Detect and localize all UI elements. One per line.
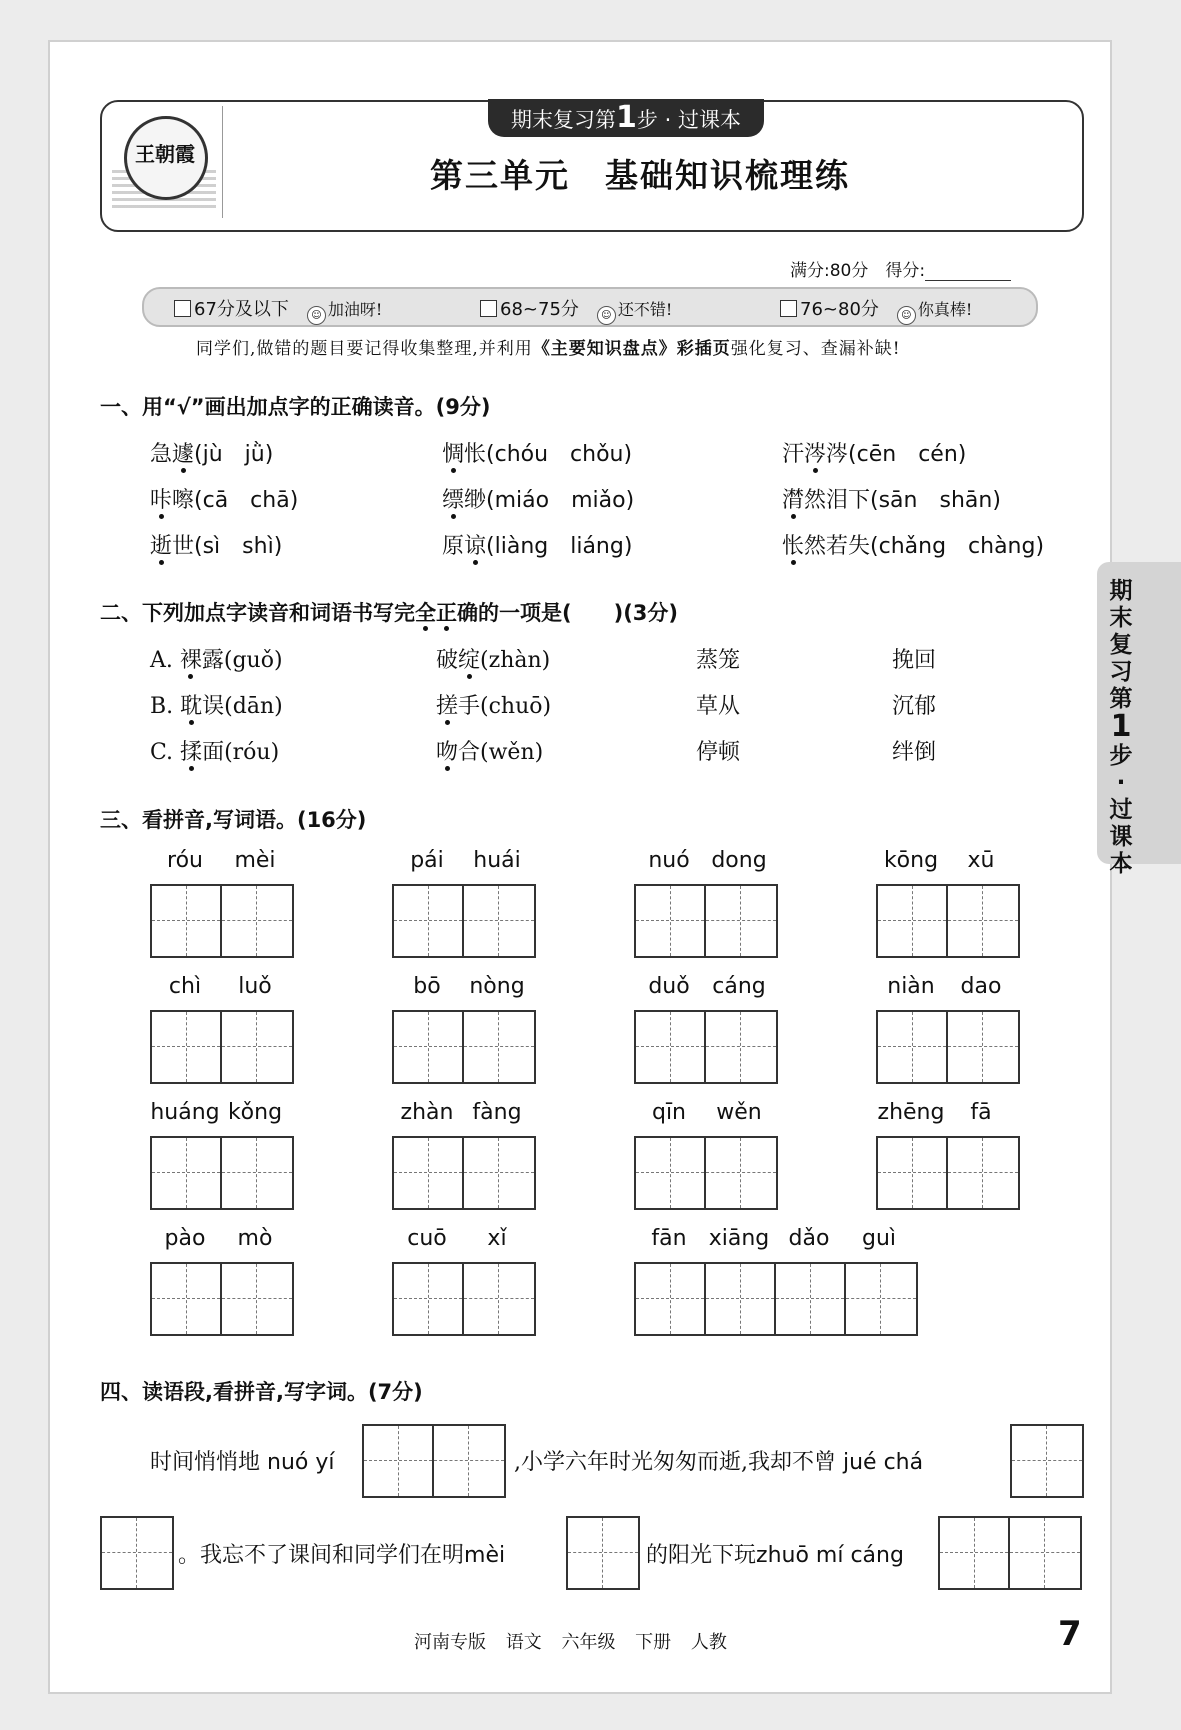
pinyin-syllable: pào (164, 1226, 206, 1251)
score-label: 得分: (885, 261, 926, 281)
q2-option-word3: 蒸笼 (696, 648, 741, 673)
q1-item (150, 529, 282, 560)
q4-text-2 (514, 1445, 923, 1476)
answer-grid-nuoyi[interactable] (362, 1424, 506, 1498)
q4-text-4 (646, 1538, 904, 1569)
grade-level-1 (174, 295, 382, 325)
q1-item-dotted-char: 遽 (172, 442, 195, 467)
pinyin-syllable: zhàn (400, 1100, 454, 1125)
q4-text-1 (150, 1445, 335, 1476)
grade-level-3 (780, 295, 972, 325)
q2-option-word2 (436, 689, 551, 720)
tab-number: 1 (616, 100, 637, 135)
answer-grid[interactable] (634, 1262, 918, 1336)
page-title: 第三单元 基础知识梳理练 (430, 156, 850, 195)
q2-word1-rest: 误(dān) (202, 694, 283, 719)
pinyin-syllable: chì (168, 974, 202, 999)
answer-grid[interactable] (150, 1010, 294, 1084)
grid-cell[interactable] (464, 1138, 534, 1208)
pinyin-syllable: xǐ (487, 1226, 507, 1251)
answer-grid[interactable] (392, 884, 536, 958)
answer-grid-zhuomicang[interactable] (938, 1516, 1082, 1590)
q2-title (100, 597, 678, 627)
q2-word2-rest: (zhàn) (480, 648, 551, 673)
grid-cell[interactable] (152, 1012, 222, 1082)
q1-item-rest: 世(sì shì) (172, 534, 283, 559)
grid-cell[interactable] (222, 1264, 292, 1334)
q1-item-rest: 然泪下(sān shān) (804, 488, 1001, 513)
q2-word2-dotted: 吻 (436, 740, 459, 765)
pinyin-syllable: xū (967, 848, 995, 873)
grid-cell[interactable] (464, 886, 534, 956)
grid-cell[interactable] (394, 1012, 464, 1082)
q1-item-dotted-char: 咔 (150, 488, 173, 513)
grid-cell[interactable] (706, 1138, 776, 1208)
grid-cell[interactable] (878, 1138, 948, 1208)
note-part-a: 同学们,做错的题目要记得收集整理,并利用 (196, 339, 533, 359)
grid-cell[interactable] (394, 1264, 464, 1334)
pinyin-syllable: nòng (469, 974, 525, 999)
grid-cell[interactable] (878, 886, 948, 956)
pinyin-syllable: cáng (712, 974, 766, 999)
q1-item-pre: 急 (150, 442, 173, 467)
q1-item-rest: 嚓(cā chā) (172, 488, 299, 513)
answer-grid[interactable] (634, 1010, 778, 1084)
q1-item (442, 529, 632, 560)
grade-range-2: 68~75分 (500, 299, 579, 320)
full-score: 满分:80分 (790, 261, 869, 281)
q2-word2-dotted: 搓 (436, 694, 459, 719)
grid-cell[interactable] (222, 886, 292, 956)
q1-item (150, 437, 273, 468)
pinyin-syllable: huáng (150, 1100, 220, 1125)
q2-title-b: 全 (415, 601, 436, 625)
q2-option-label: B. (150, 694, 181, 719)
score-blank[interactable] (925, 264, 1011, 281)
grade-comment-1: 加油呀! (327, 300, 383, 319)
smile-icon: ☺ (597, 306, 616, 325)
grade-comment-2: 还不错! (617, 300, 673, 319)
tab-prefix: 期末复习第 (511, 108, 617, 132)
answer-grid-juecha-2[interactable] (100, 1516, 174, 1590)
grade-range-1: 67分及以下 (194, 299, 289, 320)
q1-item-dotted-char: 潸 (782, 488, 805, 513)
q4-t2: ,小学六年时光匆匆而逝,我却不曾 (514, 1450, 836, 1475)
review-note (196, 334, 901, 359)
answer-grid-mei[interactable] (566, 1516, 640, 1590)
answer-grid[interactable] (392, 1262, 536, 1336)
grid-cell[interactable] (940, 1518, 1010, 1588)
score-line (790, 256, 1011, 281)
grid-cell[interactable] (706, 886, 776, 956)
q2-word2-pre: 破 (436, 648, 459, 673)
answer-grid[interactable] (876, 1136, 1020, 1210)
q4-title: 四、读语段,看拼音,写字词。(7分) (100, 1380, 423, 1404)
pinyin-syllable: huái (473, 848, 521, 873)
grid-cell[interactable] (102, 1518, 172, 1588)
answer-grid[interactable] (150, 1136, 294, 1210)
q1-item-rest: (liàng liáng) (486, 534, 633, 559)
q2-option-label: C. (150, 740, 181, 765)
q1-title: 一、用“√”画出加点字的正确读音。(9分) (100, 395, 491, 419)
q2-title-a: 二、下列加点字读音和词语书写完 (100, 601, 415, 625)
q4-pinyin-3: mèi (464, 1543, 506, 1568)
pinyin-syllable: wěn (716, 1100, 762, 1125)
pinyin-syllable: cuō (407, 1226, 447, 1251)
side-text-a: 期末复习第 (1109, 578, 1133, 712)
q1-item-dotted-char: 怅 (782, 534, 805, 559)
pinyin-syllable: kǒng (227, 1100, 283, 1125)
q2-word2-rest: 合(wěn) (458, 740, 544, 765)
q1-item (782, 529, 1044, 560)
pinyin-syllable: nuó (648, 848, 690, 873)
note-part-b: 《主要知识盘点》彩插页 (532, 339, 731, 359)
q2-option-word3: 停顿 (696, 740, 741, 765)
q4-t1: 时间悄悄地 (150, 1450, 261, 1475)
answer-grid[interactable] (876, 884, 1020, 958)
q1-item-rest: 缈(miáo miǎo) (464, 488, 635, 513)
q1-item-dotted-char: 谅 (464, 534, 487, 559)
grid-cell[interactable] (636, 886, 706, 956)
q1-item-dotted-char: 缥 (442, 488, 465, 513)
q1-item-dotted-char: 涔 (804, 442, 827, 467)
q2-word2-dotted: 绽 (458, 648, 481, 673)
q4-text-3 (178, 1538, 505, 1569)
q1-item (782, 483, 1001, 514)
answer-grid[interactable] (876, 1010, 1020, 1084)
pinyin-syllable: duǒ (648, 974, 690, 999)
pinyin-syllable: dao (960, 974, 1002, 999)
grade-checkbox-3[interactable] (780, 300, 797, 317)
q2-option-word4: 挽回 (892, 648, 937, 673)
q1-item-rest: 涔(cēn cén) (826, 442, 967, 467)
q2-option-word1 (150, 689, 283, 720)
grid-cell[interactable] (394, 1138, 464, 1208)
answer-grid[interactable] (634, 1136, 778, 1210)
q1-item-pre: 汗 (782, 442, 805, 467)
answer-grid[interactable] (150, 884, 294, 958)
grid-cell[interactable] (394, 886, 464, 956)
grid-cell[interactable] (464, 1264, 534, 1334)
q2-option-word1 (150, 643, 283, 674)
q2-word1-dotted: 揉 (180, 740, 203, 765)
answer-grid[interactable] (634, 884, 778, 958)
grade-checkbox-2[interactable] (480, 300, 497, 317)
q4-t4: 的阳光下玩 (646, 1543, 757, 1568)
pinyin-syllable: pái (410, 848, 444, 873)
pinyin-syllable: róu (167, 848, 203, 873)
q2-option-word3: 草从 (696, 694, 741, 719)
grid-cell[interactable] (1012, 1426, 1082, 1496)
side-text-num: 1 (1110, 709, 1132, 744)
q2-word2-rest: 手(chuō) (458, 694, 552, 719)
answer-grid-juecha-1[interactable] (1010, 1424, 1084, 1498)
q3-title: 三、看拼音,写词语。(16分) (100, 808, 367, 832)
pinyin-syllable: luǒ (238, 974, 272, 999)
pinyin-syllable: guì (861, 1226, 897, 1251)
pinyin-syllable: dong (711, 848, 767, 873)
q2-word1-dotted: 耽 (180, 694, 203, 719)
grade-bar (142, 287, 1038, 327)
pinyin-syllable: qīn (651, 1100, 687, 1125)
q2-option-word2 (436, 643, 550, 674)
grid-cell[interactable] (568, 1518, 638, 1588)
q2-title-d: 确的一项是( )(3分) (457, 601, 679, 625)
pinyin-syllable: fā (970, 1100, 992, 1125)
smile-icon: ☺ (307, 306, 326, 325)
publisher-logo (112, 106, 223, 218)
note-part-c: 强化复习、查漏补缺! (730, 339, 901, 359)
pinyin-syllable: fàng (472, 1100, 522, 1125)
q1-item-dotted-char: 惆 (442, 442, 465, 467)
pinyin-syllable: bō (413, 974, 441, 999)
logo-text: 王朝霞 (135, 142, 195, 166)
q1-item (442, 483, 634, 514)
tab-suffix: 步 · 过课本 (636, 108, 741, 132)
grid-cell[interactable] (846, 1264, 916, 1334)
grid-cell[interactable] (364, 1426, 434, 1496)
grid-cell[interactable] (776, 1264, 846, 1334)
grid-cell[interactable] (948, 1138, 1018, 1208)
grid-cell[interactable] (948, 886, 1018, 956)
q2-option-word4: 沉郁 (892, 694, 937, 719)
side-tab-text (1108, 578, 1134, 878)
grid-cell[interactable] (636, 1264, 706, 1334)
q2-option-word2 (436, 735, 543, 766)
q4-pinyin-2: jué chá (843, 1450, 924, 1475)
footer-edition: 河南专版 语文 六年级 下册 人教 (414, 1632, 727, 1653)
pinyin-syllable: mèi (234, 848, 276, 873)
answer-grid[interactable] (392, 1010, 536, 1084)
q1-item (442, 437, 632, 468)
grid-cell[interactable] (1010, 1518, 1080, 1588)
pinyin-syllable: niàn (887, 974, 935, 999)
grid-cell[interactable] (636, 1138, 706, 1208)
q2-word1-rest: 面(róu) (202, 740, 280, 765)
pinyin-syllable: xiāng (708, 1226, 770, 1251)
grade-level-2 (480, 295, 672, 325)
answer-grid[interactable] (392, 1136, 536, 1210)
grid-cell[interactable] (152, 886, 222, 956)
grade-checkbox-1[interactable] (174, 300, 191, 317)
q2-word1-rest: 露(guǒ) (201, 648, 283, 673)
q2-option-word1 (150, 735, 279, 766)
q1-item (150, 483, 298, 514)
q1-item-rest: 怅(chóu chǒu) (464, 442, 633, 467)
q4-pinyin-4: zhuō mí cáng (756, 1543, 904, 1568)
q1-item-rest: 然若失(chǎng chàng) (804, 534, 1045, 559)
grade-range-3: 76~80分 (800, 299, 879, 320)
answer-grid[interactable] (150, 1262, 294, 1336)
q2-title-c: 正 (436, 601, 457, 625)
q4-pinyin-1: nuó yí (267, 1450, 335, 1475)
grid-cell[interactable] (152, 1264, 222, 1334)
grid-cell[interactable] (464, 1012, 534, 1082)
q2-option-label: A. (150, 648, 180, 673)
step-tab (488, 99, 764, 137)
pinyin-syllable: zhēng (877, 1100, 945, 1125)
grid-cell[interactable] (152, 1138, 222, 1208)
grade-comment-3: 你真棒! (917, 300, 973, 319)
q1-item-dotted-char: 逝 (150, 534, 173, 559)
grid-cell[interactable] (636, 1012, 706, 1082)
grid-cell[interactable] (948, 1012, 1018, 1082)
pinyin-syllable: mò (237, 1226, 273, 1251)
grid-cell[interactable] (706, 1012, 776, 1082)
q1-item-pre: 原 (442, 534, 465, 559)
side-text-b: 步·过课本 (1109, 743, 1133, 877)
pinyin-syllable: fān (651, 1226, 687, 1251)
q2-option-word4: 绊倒 (892, 740, 937, 765)
smile-icon: ☺ (897, 306, 916, 325)
pinyin-syllable: dǎo (788, 1226, 830, 1251)
q4-t3: 。我忘不了课间和同学们在明 (178, 1543, 465, 1568)
pinyin-syllable: kōng (883, 848, 939, 873)
grid-cell[interactable] (222, 1138, 292, 1208)
q1-item (782, 437, 966, 468)
grid-cell[interactable] (434, 1426, 504, 1496)
grid-cell[interactable] (878, 1012, 948, 1082)
page-number: 7 (1058, 1614, 1082, 1654)
q1-item-rest: (jù jǜ) (194, 442, 274, 467)
grid-cell[interactable] (222, 1012, 292, 1082)
grid-cell[interactable] (706, 1264, 776, 1334)
q2-word1-dotted: 裸 (179, 648, 202, 673)
